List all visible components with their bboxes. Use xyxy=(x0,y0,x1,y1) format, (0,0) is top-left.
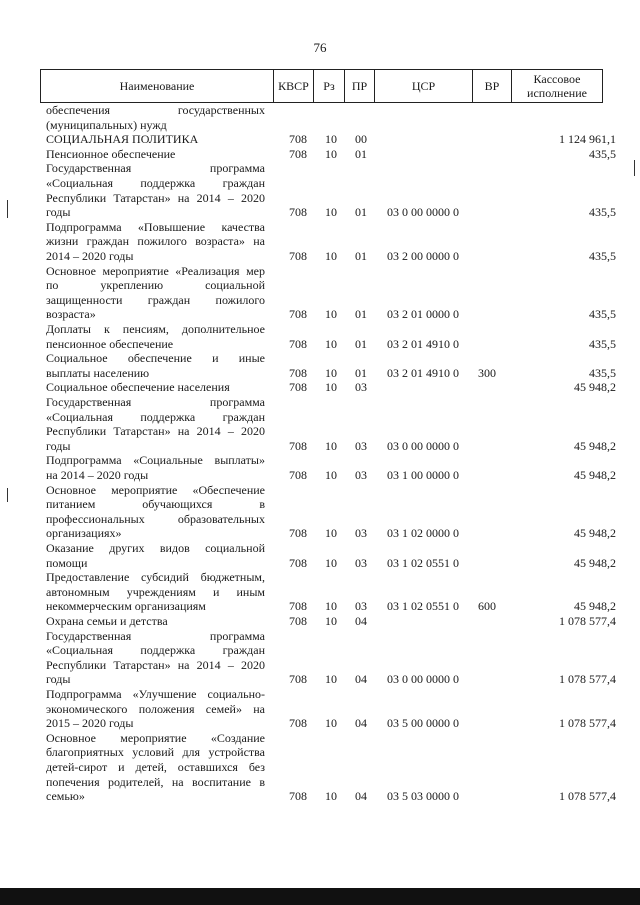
row-name-line: Подпрограмма «Улучшение социально- xyxy=(46,687,265,701)
row-name xyxy=(46,132,265,147)
row-name-line: по укреплению социальной xyxy=(46,278,265,293)
row-rz: 10 xyxy=(325,614,337,628)
row-kvsr: 708 xyxy=(289,132,307,147)
row-sum: 435,5 xyxy=(589,248,616,263)
row-sum: 45 948,2 xyxy=(574,380,616,395)
table-row xyxy=(0,132,640,147)
table-row xyxy=(0,161,640,219)
table-row xyxy=(0,103,640,132)
scan-mark xyxy=(7,488,8,502)
row-kvsr: 708 xyxy=(289,789,307,804)
row-rz: 10 xyxy=(325,526,337,541)
row-pr: 03 xyxy=(355,599,367,614)
row-csr: 03 0 00 0000 0 xyxy=(387,672,459,687)
row-name-line: «Социальная поддержка граждан xyxy=(46,643,265,658)
row-name-line: Государственная программа xyxy=(46,161,265,176)
row-kvsr: 708 xyxy=(289,555,307,570)
row-rz: 10 xyxy=(325,599,337,614)
row-name xyxy=(46,103,265,132)
table-header xyxy=(40,69,603,103)
scan-mark xyxy=(7,200,8,218)
row-name-line: Охрана семьи и детства xyxy=(46,614,168,628)
row-vr: 300 xyxy=(478,365,496,380)
row-rz: 10 xyxy=(325,380,337,395)
row-name-line: Социальное обеспечение и иные xyxy=(46,351,265,366)
row-rz: 10 xyxy=(325,205,337,220)
row-pr: 04 xyxy=(355,716,367,731)
row-sum: 45 948,2 xyxy=(574,555,616,570)
row-name-line: Основное мероприятие «Обеспечение xyxy=(46,482,265,497)
row-csr: 03 1 02 0551 0 xyxy=(387,555,459,570)
row-sum: 45 948,2 xyxy=(574,599,616,614)
row-name-line: благоприятных условий для устройства xyxy=(46,745,265,760)
row-pr: 03 xyxy=(355,467,367,482)
row-name-line: Государственная программа xyxy=(46,395,265,409)
row-name-line: автономным учреждениям и иным xyxy=(46,584,265,599)
row-pr: 01 xyxy=(355,336,367,351)
row-rz: 10 xyxy=(325,672,337,687)
row-pr: 04 xyxy=(355,614,367,628)
row-name-line: Республики Татарстан» на 2014 – 2020 xyxy=(46,190,265,205)
scan-bottom-edge xyxy=(0,888,640,905)
row-pr: 04 xyxy=(355,672,367,687)
row-csr: 03 1 02 0551 0 xyxy=(387,599,459,614)
header-rz: Рз xyxy=(314,70,345,102)
row-name xyxy=(46,264,265,322)
row-name xyxy=(46,541,265,570)
row-rz: 10 xyxy=(325,438,337,453)
row-name xyxy=(46,380,265,395)
row-name-line: Республики Татарстан» на 2014 – 2020 xyxy=(46,424,265,439)
row-name-line: Социальное обеспечение населения xyxy=(46,380,230,395)
row-csr: 03 0 00 0000 0 xyxy=(387,205,459,220)
row-name-line: профессиональных образовательных xyxy=(46,511,265,526)
row-name xyxy=(46,220,265,264)
row-pr: 00 xyxy=(355,132,367,147)
row-sum: 1 078 577,4 xyxy=(559,789,616,804)
row-rz: 10 xyxy=(325,716,337,731)
row-name xyxy=(46,570,265,614)
row-pr: 03 xyxy=(355,555,367,570)
header-csr: ЦСР xyxy=(375,70,473,102)
row-kvsr: 708 xyxy=(289,467,307,482)
row-name xyxy=(46,351,265,380)
row-name xyxy=(46,614,265,629)
row-name-line: 2015 – 2020 годы xyxy=(46,716,134,731)
row-kvsr: 708 xyxy=(289,380,307,395)
row-name-line: Подпрограмма «Социальные выплаты» xyxy=(46,453,265,468)
row-kvsr: 708 xyxy=(289,526,307,541)
row-name-line: СОЦИАЛЬНАЯ ПОЛИТИКА xyxy=(46,132,199,147)
row-rz: 10 xyxy=(325,789,337,804)
row-rz: 10 xyxy=(325,146,337,161)
row-name-line: Доплаты к пенсиям, дополнительное xyxy=(46,322,265,336)
row-name-line: экономического положения семей» на xyxy=(46,701,265,716)
row-name-line: «Социальная поддержка граждан xyxy=(46,409,265,424)
row-kvsr: 708 xyxy=(289,716,307,731)
row-name-line: Подпрограмма «Повышение качества xyxy=(46,219,265,234)
row-sum: 435,5 xyxy=(589,365,616,380)
row-sum: 1 124 961,1 xyxy=(559,132,616,147)
row-kvsr: 708 xyxy=(289,336,307,351)
row-pr: 04 xyxy=(355,789,367,804)
row-name-line: годы xyxy=(46,438,71,453)
header-kvsr: КВСР xyxy=(274,70,314,102)
row-sum: 435,5 xyxy=(589,146,616,161)
table-row xyxy=(0,351,640,380)
row-sum: 45 948,2 xyxy=(574,526,616,541)
row-name-line: Предоставление субсидий бюджетным, xyxy=(46,570,265,585)
row-name-line: Основное мероприятие «Реализация мер xyxy=(46,263,265,278)
row-rz: 10 xyxy=(325,365,337,380)
row-name-line: помощи xyxy=(46,555,88,570)
row-name xyxy=(46,453,265,482)
header-sum-line2: исполнение xyxy=(527,86,587,100)
row-name xyxy=(46,629,265,687)
row-sum: 1 078 577,4 xyxy=(559,614,616,628)
header-pr: ПР xyxy=(345,70,375,102)
row-name-line: Государственная программа xyxy=(46,628,265,643)
row-sum: 435,5 xyxy=(589,336,616,351)
row-name xyxy=(46,161,265,219)
row-pr: 01 xyxy=(355,365,367,380)
row-name-line: годы xyxy=(46,205,71,220)
table-row xyxy=(0,541,640,570)
table-row xyxy=(0,380,640,395)
row-sum: 1 078 577,4 xyxy=(559,672,616,687)
row-name-line: защищенности граждан пожилого xyxy=(46,292,265,307)
row-name-line: (муниципальных) нужд xyxy=(46,117,167,132)
header-sum xyxy=(512,70,602,102)
row-name-line: попечения родителей, на воспитание в xyxy=(46,774,265,789)
row-kvsr: 708 xyxy=(289,248,307,263)
table-row xyxy=(0,687,640,731)
row-name xyxy=(46,147,265,162)
table-row xyxy=(0,220,640,264)
row-sum: 435,5 xyxy=(589,205,616,220)
page-number: 76 xyxy=(313,40,327,55)
row-csr: 03 2 01 4910 0 xyxy=(387,336,459,351)
row-name xyxy=(46,687,265,731)
row-kvsr: 708 xyxy=(289,365,307,380)
row-name xyxy=(46,483,265,541)
row-name-line: организациях» xyxy=(46,526,122,541)
row-kvsr: 708 xyxy=(289,205,307,220)
table-row xyxy=(0,395,640,453)
row-csr: 03 5 00 0000 0 xyxy=(387,716,459,731)
row-rz: 10 xyxy=(325,307,337,322)
row-kvsr: 708 xyxy=(289,307,307,322)
row-name-line: возраста» xyxy=(46,307,96,322)
header-vr: ВР xyxy=(473,70,512,102)
scan-mark xyxy=(634,160,635,176)
row-name-line: Республики Татарстан» на 2014 – 2020 xyxy=(46,657,265,672)
row-name-line: семью» xyxy=(46,789,85,804)
row-kvsr: 708 xyxy=(289,599,307,614)
row-name-line: детей-сирот и детей, оставшихся без xyxy=(46,759,265,774)
row-csr: 03 5 03 0000 0 xyxy=(387,789,459,804)
row-pr: 01 xyxy=(355,146,367,161)
table-row xyxy=(0,264,640,322)
row-name-line: пенсионное обеспечение xyxy=(46,336,174,351)
table-row xyxy=(0,731,640,804)
header-name: Наименование xyxy=(41,70,274,102)
row-csr: 03 1 00 0000 0 xyxy=(387,467,459,482)
table-row xyxy=(0,453,640,482)
row-csr: 03 2 00 0000 0 xyxy=(387,248,459,263)
table-row xyxy=(0,483,640,541)
row-pr: 01 xyxy=(355,205,367,220)
table-row xyxy=(0,614,640,629)
row-rz: 10 xyxy=(325,555,337,570)
row-name-line: Оказание других видов социальной xyxy=(46,541,265,555)
row-name-line: выплаты населению xyxy=(46,365,150,380)
table-row xyxy=(0,322,640,351)
row-kvsr: 708 xyxy=(289,146,307,161)
row-vr: 600 xyxy=(478,599,496,614)
row-rz: 10 xyxy=(325,336,337,351)
row-kvsr: 708 xyxy=(289,614,307,628)
row-name-line: годы xyxy=(46,672,71,687)
row-name xyxy=(46,322,265,351)
row-name-line: «Социальная поддержка граждан xyxy=(46,175,265,190)
row-pr: 03 xyxy=(355,438,367,453)
row-name-line: жизни граждан пожилого возраста» на xyxy=(46,234,265,249)
table-row xyxy=(0,147,640,162)
row-sum: 1 078 577,4 xyxy=(559,716,616,731)
header-sum-line1: Кассовое xyxy=(533,72,581,86)
row-name xyxy=(46,395,265,453)
row-pr: 01 xyxy=(355,248,367,263)
row-sum: 45 948,2 xyxy=(574,438,616,453)
row-kvsr: 708 xyxy=(289,672,307,687)
row-rz: 10 xyxy=(325,467,337,482)
row-sum: 435,5 xyxy=(589,307,616,322)
row-name-line: питанием обучающихся в xyxy=(46,497,265,512)
row-kvsr: 708 xyxy=(289,438,307,453)
row-name-line: Пенсионное обеспечение xyxy=(46,146,176,161)
row-name-line: 2014 – 2020 годы xyxy=(46,248,134,263)
row-name-line: Основное мероприятие «Создание xyxy=(46,730,265,745)
row-sum: 45 948,2 xyxy=(574,467,616,482)
row-name-line: обеспечения государственных xyxy=(46,103,265,117)
row-name-line: некоммерческим организациям xyxy=(46,599,206,614)
row-name xyxy=(46,731,265,804)
table-row xyxy=(0,629,640,687)
row-rz: 10 xyxy=(325,248,337,263)
row-name-line: на 2014 – 2020 годы xyxy=(46,467,149,482)
row-csr: 03 1 02 0000 0 xyxy=(387,526,459,541)
row-rz: 10 xyxy=(325,132,337,147)
row-pr: 01 xyxy=(355,307,367,322)
row-csr: 03 0 00 0000 0 xyxy=(387,438,459,453)
row-csr: 03 2 01 0000 0 xyxy=(387,307,459,322)
table-row xyxy=(0,570,640,614)
row-csr: 03 2 01 4910 0 xyxy=(387,365,459,380)
row-pr: 03 xyxy=(355,526,367,541)
row-pr: 03 xyxy=(355,380,367,395)
